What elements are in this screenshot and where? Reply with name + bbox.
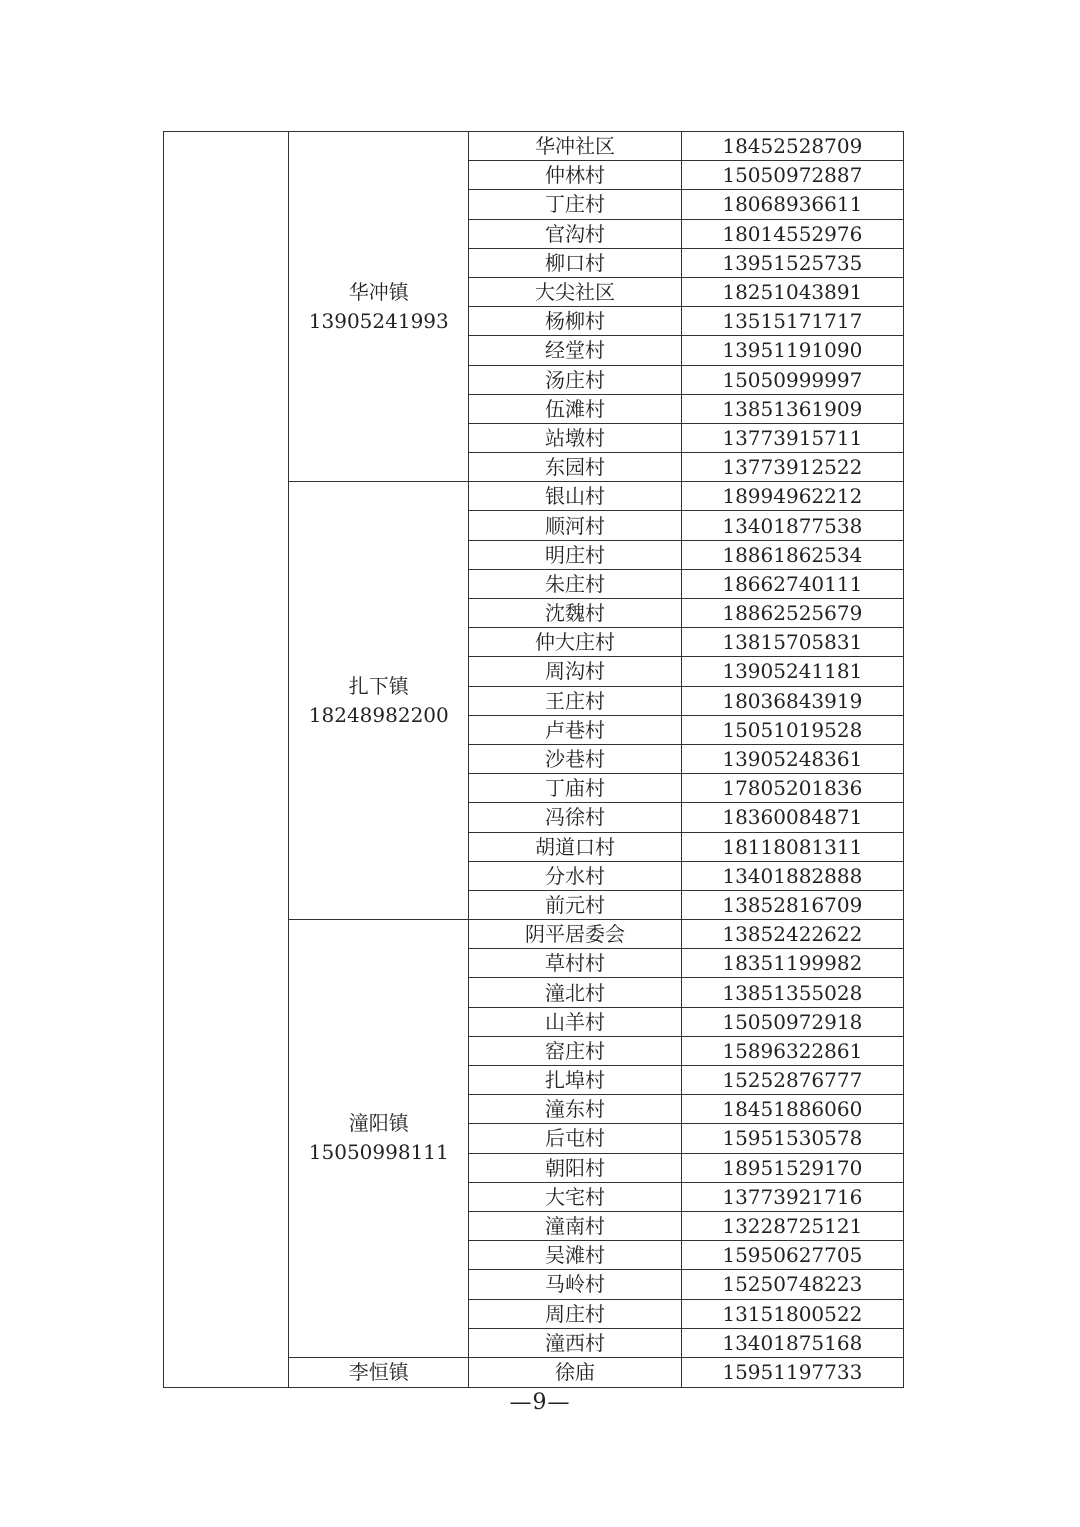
village-phone: 18251043891 <box>681 277 903 306</box>
town-phone: 15050998111 <box>308 1140 449 1165</box>
village-name: 徐庙 <box>469 1357 681 1387</box>
village-name: 顺河村 <box>469 511 681 540</box>
village-name: 分水村 <box>469 861 681 890</box>
village-name: 站墩村 <box>469 423 681 452</box>
village-phone: 13951191090 <box>681 336 903 365</box>
village-phone: 15951530578 <box>681 1124 903 1153</box>
village-phone: 13151800522 <box>681 1299 903 1328</box>
village-name: 潼北村 <box>469 978 681 1007</box>
village-phone: 13228725121 <box>681 1211 903 1240</box>
town-cell <box>289 1357 469 1387</box>
village-phone: 13401877538 <box>681 511 903 540</box>
village-name: 丁庙村 <box>469 774 681 803</box>
village-name: 朝阳村 <box>469 1153 681 1182</box>
village-phone: 18662740111 <box>681 569 903 598</box>
town-name: 扎下镇 <box>348 673 409 698</box>
village-phone: 15252876777 <box>681 1066 903 1095</box>
village-name: 山羊村 <box>469 1007 681 1036</box>
village-name: 前元村 <box>469 890 681 919</box>
town-name: 华冲镇 <box>348 279 409 304</box>
village-phone: 15051019528 <box>681 715 903 744</box>
village-phone: 13905241181 <box>681 657 903 686</box>
village-name: 沈魏村 <box>469 599 681 628</box>
village-name: 马岭村 <box>469 1270 681 1299</box>
village-phone: 18351199982 <box>681 949 903 978</box>
village-name: 阴平居委会 <box>469 920 681 949</box>
village-name: 仲林村 <box>469 161 681 190</box>
village-phone: 18994962212 <box>681 482 903 511</box>
village-name: 潼南村 <box>469 1211 681 1240</box>
village-name: 潼东村 <box>469 1095 681 1124</box>
village-phone: 13401882888 <box>681 861 903 890</box>
village-name: 朱庄村 <box>469 569 681 598</box>
village-name: 沙巷村 <box>469 744 681 773</box>
village-phone: 15950627705 <box>681 1241 903 1270</box>
village-phone: 15050972918 <box>681 1007 903 1036</box>
town-cell <box>289 920 469 1358</box>
village-name: 银山村 <box>469 482 681 511</box>
village-name: 大尖社区 <box>469 277 681 306</box>
village-name: 后屯村 <box>469 1124 681 1153</box>
village-phone: 18014552976 <box>681 219 903 248</box>
village-name: 潼西村 <box>469 1328 681 1357</box>
village-name: 东园村 <box>469 453 681 482</box>
village-name: 卢巷村 <box>469 715 681 744</box>
village-phone: 13852816709 <box>681 890 903 919</box>
village-phone: 18452528709 <box>681 132 903 161</box>
village-phone: 18118081311 <box>681 832 903 861</box>
village-phone: 15050999997 <box>681 365 903 394</box>
table-row <box>164 132 904 161</box>
village-name: 明庄村 <box>469 540 681 569</box>
village-name: 冯徐村 <box>469 803 681 832</box>
village-phone: 15951197733 <box>681 1357 903 1387</box>
region-cell <box>164 132 289 1388</box>
village-name: 汤庄村 <box>469 365 681 394</box>
page-number: —9— <box>509 1390 571 1415</box>
village-phone: 13851361909 <box>681 394 903 423</box>
village-phone: 13773912522 <box>681 453 903 482</box>
town-cell <box>289 132 469 482</box>
town-phone: 13905241993 <box>308 308 449 333</box>
town-name: 潼阳镇 <box>348 1111 409 1136</box>
village-name: 官沟村 <box>469 219 681 248</box>
village-phone: 13773915711 <box>681 423 903 452</box>
town-cell <box>289 482 469 920</box>
village-phone: 17805201836 <box>681 774 903 803</box>
village-name: 杨柳村 <box>469 307 681 336</box>
village-phone: 18862525679 <box>681 599 903 628</box>
village-phone: 13905248361 <box>681 744 903 773</box>
village-name: 胡道口村 <box>469 832 681 861</box>
village-name: 扎埠村 <box>469 1066 681 1095</box>
village-phone: 13515171717 <box>681 307 903 336</box>
village-name: 丁庄村 <box>469 190 681 219</box>
village-phone: 15896322861 <box>681 1036 903 1065</box>
village-phone: 18360084871 <box>681 803 903 832</box>
village-name: 王庄村 <box>469 686 681 715</box>
village-phone: 18068936611 <box>681 190 903 219</box>
village-name: 周庄村 <box>469 1299 681 1328</box>
village-phone: 13851355028 <box>681 978 903 1007</box>
village-phone: 13815705831 <box>681 628 903 657</box>
village-name: 柳口村 <box>469 248 681 277</box>
contact-table <box>163 131 904 1388</box>
village-name: 窑庄村 <box>469 1036 681 1065</box>
village-phone: 18036843919 <box>681 686 903 715</box>
village-phone: 18451886060 <box>681 1095 903 1124</box>
village-phone: 13401875168 <box>681 1328 903 1357</box>
village-phone: 15050972887 <box>681 161 903 190</box>
village-phone: 13951525735 <box>681 248 903 277</box>
village-phone: 15250748223 <box>681 1270 903 1299</box>
village-name: 周沟村 <box>469 657 681 686</box>
village-name: 大宅村 <box>469 1182 681 1211</box>
village-name: 草村村 <box>469 949 681 978</box>
village-name: 经堂村 <box>469 336 681 365</box>
village-phone: 18861862534 <box>681 540 903 569</box>
village-name: 吴滩村 <box>469 1241 681 1270</box>
village-phone: 18951529170 <box>681 1153 903 1182</box>
village-phone: 13773921716 <box>681 1182 903 1211</box>
town-phone: 18248982200 <box>308 702 449 727</box>
village-name: 伍滩村 <box>469 394 681 423</box>
town-name: 李恒镇 <box>348 1359 409 1384</box>
village-phone: 13852422622 <box>681 920 903 949</box>
village-name: 华冲社区 <box>469 132 681 161</box>
village-name: 仲大庄村 <box>469 628 681 657</box>
